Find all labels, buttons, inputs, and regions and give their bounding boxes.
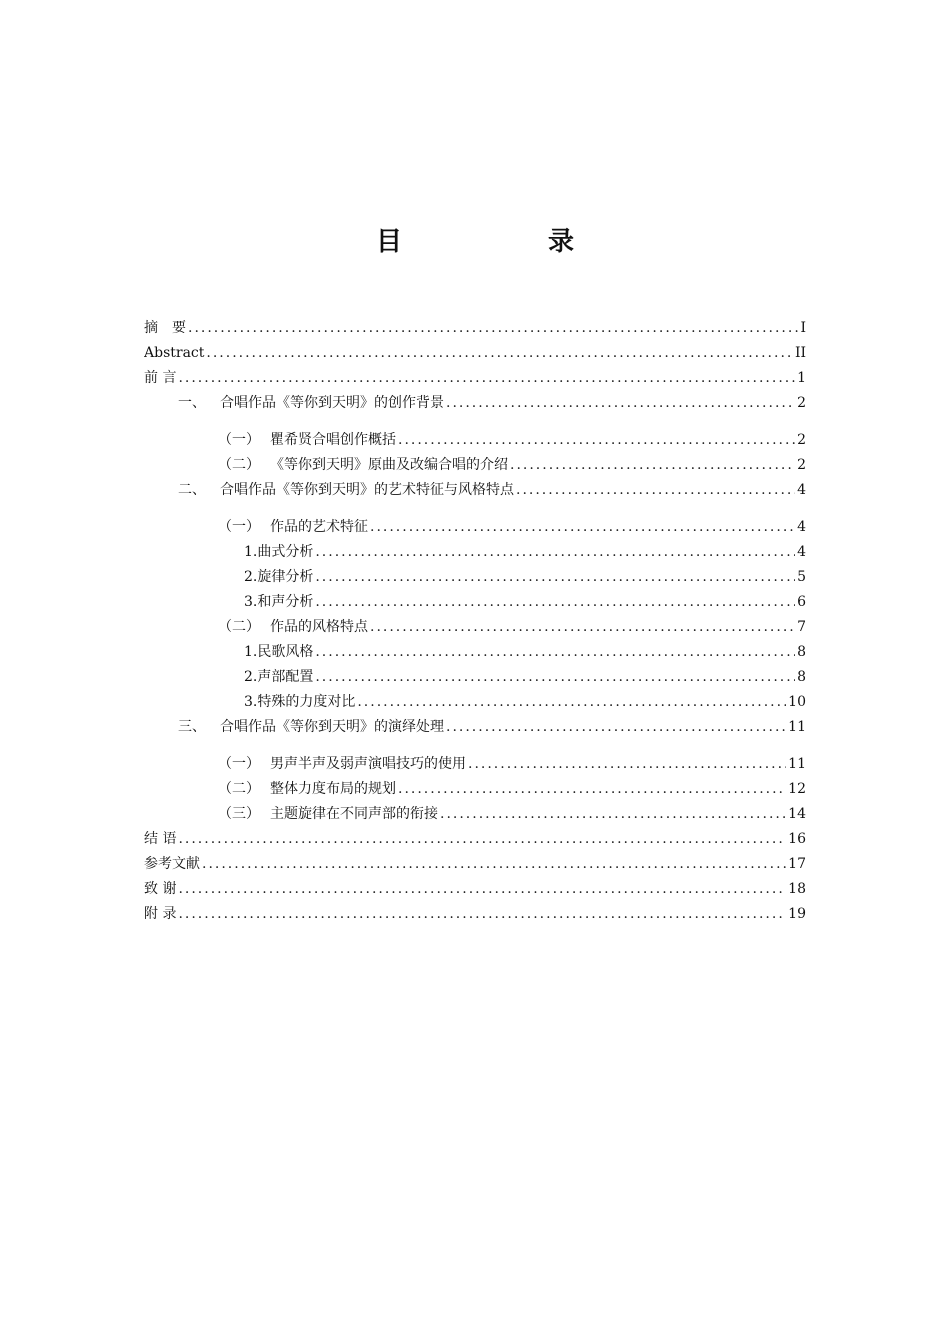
toc-leader-dots — [315, 591, 795, 613]
toc-leader-dots — [398, 429, 795, 451]
toc-entry-text: 整体力度布局的规划 — [270, 781, 396, 797]
toc-page-number: 10 — [788, 694, 806, 710]
toc-entry-text: 作品的艺术特征 — [270, 519, 368, 535]
toc-leader-dots — [516, 479, 795, 501]
toc-entry-label: Abstract — [144, 345, 205, 361]
toc-leader-dots — [315, 641, 795, 663]
toc-entry-text: 合唱作品《等你到天明》的演绎处理 — [220, 719, 444, 735]
toc-entry-text: 合唱作品《等你到天明》的艺术特征与风格特点 — [220, 482, 514, 498]
toc-leader-dots — [178, 828, 786, 850]
toc-entry-appendix[interactable] — [144, 903, 806, 925]
toc-entry-chapter-2[interactable] — [178, 479, 806, 501]
toc-page-number: 6 — [797, 594, 806, 610]
toc-entry-number: （三） — [218, 806, 260, 822]
toc-entry-subsection-folk-style[interactable] — [244, 641, 806, 663]
toc-page-number: 12 — [788, 781, 806, 797]
toc-entry-conclusion[interactable] — [144, 828, 806, 850]
toc-leader-dots — [398, 778, 786, 800]
toc-entry-label — [218, 803, 438, 825]
toc-entry-text: 男声半声及弱声演唱技巧的使用 — [270, 756, 466, 772]
toc-entry-label: 摘 要 — [144, 320, 186, 336]
toc-page-number: 16 — [788, 831, 806, 847]
toc-page-number: 5 — [797, 569, 806, 585]
toc-entry-subsection-voice-parts[interactable] — [244, 666, 806, 688]
toc-leader-dots — [446, 392, 795, 414]
toc-entry-abstract-en[interactable] — [144, 342, 806, 364]
toc-leader-dots — [206, 342, 793, 364]
toc-page-number: 18 — [788, 881, 806, 897]
toc-page-number: 1 — [797, 370, 806, 386]
toc-entry-label — [178, 392, 444, 414]
toc-entry-chapter-3[interactable] — [178, 716, 806, 738]
toc-entry-number: 一、 — [178, 395, 206, 411]
toc-page-number: 8 — [797, 669, 806, 685]
toc-page-number: 2 — [797, 432, 806, 448]
toc-entry-number: （一） — [218, 432, 260, 448]
toc-page-number: 14 — [788, 806, 806, 822]
toc-leader-dots — [178, 903, 786, 925]
toc-entry-label: 参考文献 — [144, 856, 200, 872]
toc-leader-dots — [370, 516, 795, 538]
toc-entry-label — [178, 716, 444, 738]
toc-entry-section-2-1[interactable] — [218, 516, 806, 538]
toc-title: 目 录 — [375, 227, 634, 257]
toc-page-number: II — [794, 345, 806, 361]
toc-page-number: 19 — [788, 906, 806, 922]
toc-leader-dots — [178, 367, 795, 389]
toc-entry-section-2-2[interactable] — [218, 616, 806, 638]
toc-page-number: 4 — [797, 544, 806, 560]
toc-entry-section-1-1[interactable] — [218, 429, 806, 451]
toc-leader-dots — [446, 716, 786, 738]
toc-entry-abstract-cn[interactable] — [144, 317, 806, 339]
toc-page-number: 2 — [797, 457, 806, 473]
toc-leader-dots — [315, 566, 795, 588]
toc-entry-acknowledgements[interactable] — [144, 878, 806, 900]
toc-leader-dots — [370, 616, 795, 638]
toc-leader-dots — [188, 317, 798, 339]
toc-entry-section-3-2[interactable] — [218, 778, 806, 800]
toc-leader-dots — [468, 753, 786, 775]
toc-entry-subsection-harmony-analysis[interactable] — [244, 591, 806, 613]
toc-entry-label: 致 谢 — [144, 881, 177, 897]
toc-page-number: I — [800, 320, 806, 336]
toc-entry-label: 2.旋律分析 — [244, 569, 314, 585]
toc-entry-section-3-1[interactable] — [218, 753, 806, 775]
toc-entry-text: 《等你到天明》原曲及改编合唱的介绍 — [270, 457, 508, 473]
toc-entry-text: 合唱作品《等你到天明》的创作背景 — [220, 395, 444, 411]
toc-leader-dots — [510, 454, 795, 476]
toc-entry-section-3-3[interactable] — [218, 803, 806, 825]
toc-entry-label — [218, 616, 368, 638]
toc-entry-subsection-melody-analysis[interactable] — [244, 566, 806, 588]
toc-entry-label: 结 语 — [144, 831, 177, 847]
toc-page-number: 17 — [788, 856, 806, 872]
toc-entry-number: （二） — [218, 619, 260, 635]
toc-entry-references[interactable] — [144, 853, 806, 875]
toc-entry-label: 附 录 — [144, 906, 177, 922]
toc-entry-chapter-1[interactable] — [178, 392, 806, 414]
toc-entry-text: 瞿希贤合唱创作概括 — [270, 432, 396, 448]
toc-page-number: 4 — [797, 519, 806, 535]
toc-page-number: 7 — [797, 619, 806, 635]
toc-entry-subsection-form-analysis[interactable] — [244, 541, 806, 563]
toc-leader-dots — [315, 541, 795, 563]
toc-entry-text: 主题旋律在不同声部的衔接 — [270, 806, 438, 822]
toc-entry-label — [218, 429, 396, 451]
toc-entry-number: 三、 — [178, 719, 206, 735]
toc-leader-dots — [357, 691, 786, 713]
toc-entry-section-1-2[interactable] — [218, 454, 806, 476]
toc-page-number: 4 — [797, 482, 806, 498]
toc-entry-text: 作品的风格特点 — [270, 619, 368, 635]
toc-entry-subsection-dynamics-contrast[interactable] — [244, 691, 806, 713]
toc-leader-dots — [202, 853, 786, 875]
toc-entry-label: 1.民歌风格 — [244, 644, 314, 660]
toc-entry-label — [218, 516, 368, 538]
toc-entry-number: （二） — [218, 781, 260, 797]
toc-entry-number: （一） — [218, 756, 260, 772]
toc-entry-label — [218, 778, 396, 800]
toc-page-number: 2 — [797, 395, 806, 411]
toc-page-number: 11 — [788, 719, 806, 735]
toc-leader-dots — [315, 666, 795, 688]
toc-entry-preface[interactable] — [144, 367, 806, 389]
toc-page-number: 11 — [788, 756, 806, 772]
toc-leader-dots — [440, 803, 786, 825]
toc-entry-label — [218, 454, 508, 476]
toc-entry-label: 1.曲式分析 — [244, 544, 314, 560]
toc-entry-label: 3.特殊的力度对比 — [244, 694, 356, 710]
toc-entry-label — [218, 753, 466, 775]
toc-entry-label: 2.声部配置 — [244, 669, 314, 685]
toc-leader-dots — [178, 878, 786, 900]
toc-entry-number: （一） — [218, 519, 260, 535]
toc-entry-label: 3.和声分析 — [244, 594, 314, 610]
toc-entry-number: （二） — [218, 457, 260, 473]
toc-entry-label: 前 言 — [144, 370, 177, 386]
toc-entry-number: 二、 — [178, 482, 206, 498]
toc-entry-label — [178, 479, 514, 501]
toc-page-number: 8 — [797, 644, 806, 660]
